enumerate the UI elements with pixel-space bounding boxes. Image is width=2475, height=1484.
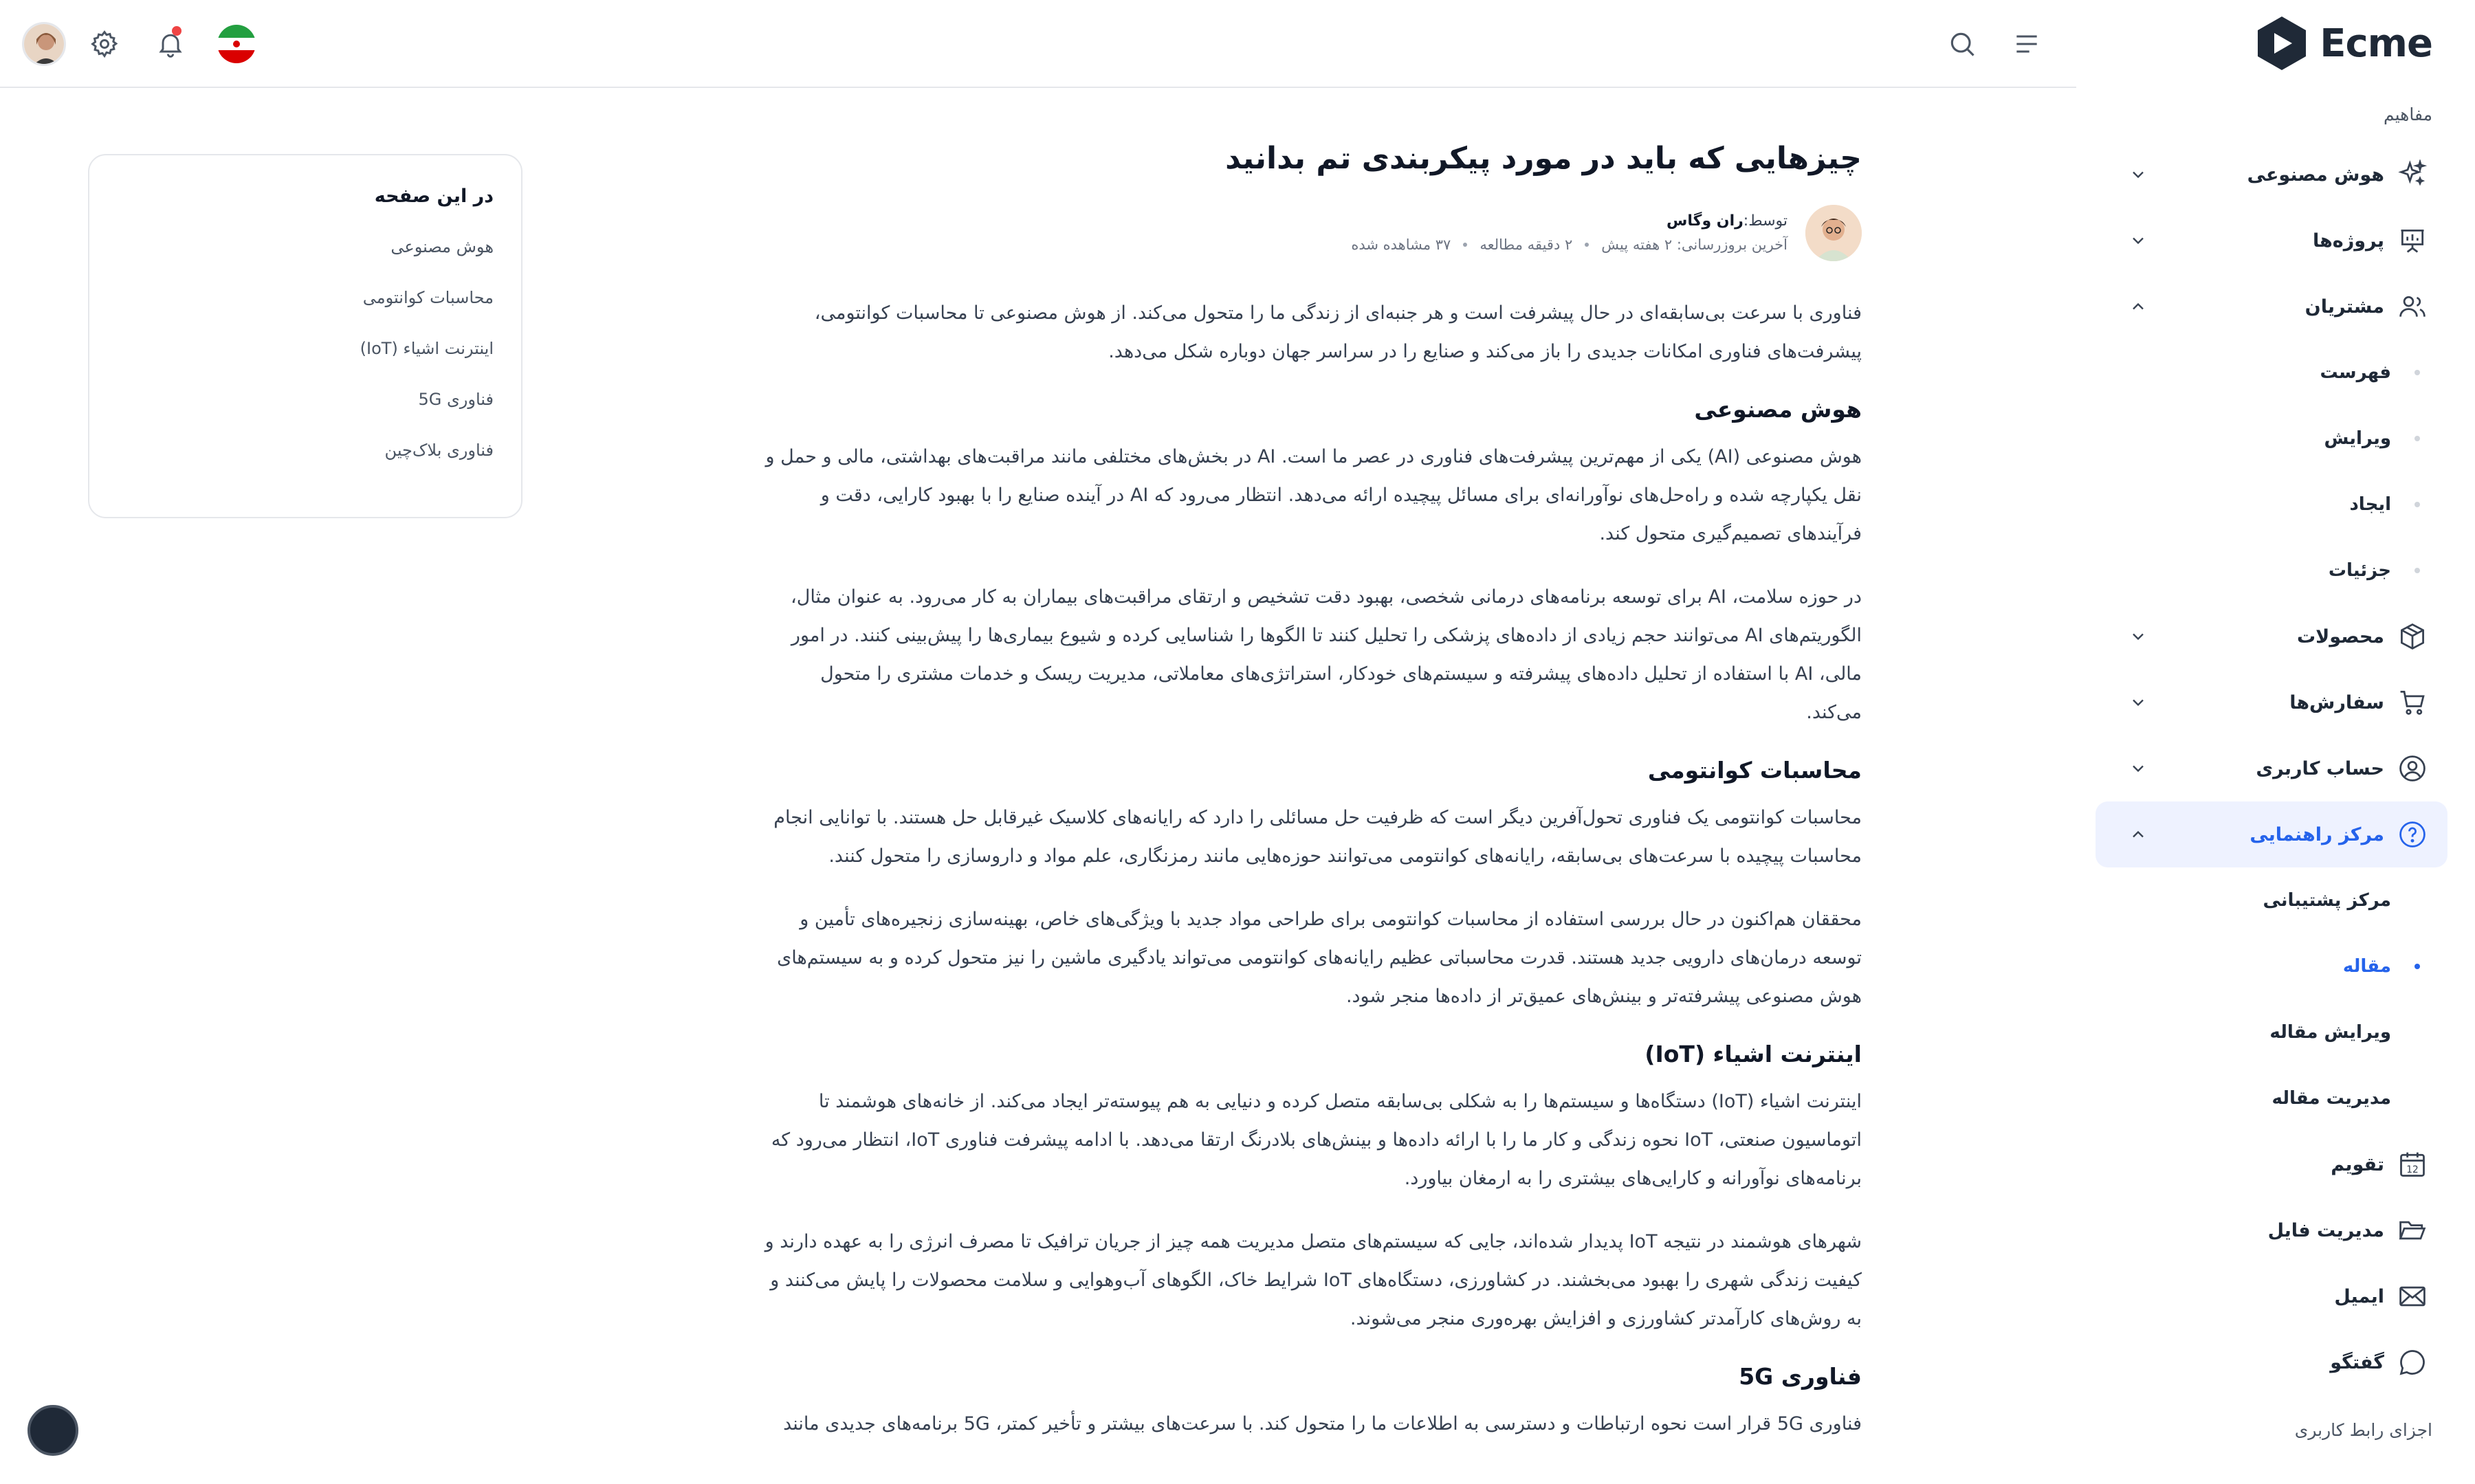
sidebar-item-label: مشتریان	[2304, 296, 2384, 318]
section-heading: محاسبات کوانتومی	[1647, 756, 1862, 784]
chevron-up-icon	[2128, 825, 2148, 844]
sidebar-subitem-label: مرکز پشتیبانی	[2263, 890, 2391, 911]
sidebar-subitem-label: ویرایش	[2324, 428, 2391, 449]
cart-icon	[2397, 687, 2428, 718]
sidebar-item-customers[interactable]	[2096, 274, 2448, 340]
toc-title: در این صفحه	[374, 186, 494, 207]
chat-icon	[2397, 1347, 2428, 1377]
sidebar-subitem-label: مقاله	[2342, 956, 2391, 977]
sidebar-item-products[interactable]	[2096, 603, 2448, 669]
sidebar-subitem-support-center[interactable]	[2096, 867, 2448, 933]
presentation-icon	[2397, 225, 2428, 256]
settings-button[interactable]	[84, 23, 125, 65]
sidebar-subitem-label: ایجاد	[2349, 494, 2391, 515]
mail-icon	[2397, 1281, 2428, 1311]
calendar-day: 12	[2406, 1164, 2419, 1175]
sidebar-item-label: سفارش‌ها	[2289, 691, 2384, 713]
top-header	[0, 0, 2078, 88]
user-circle-icon	[2397, 753, 2428, 784]
sidebar-item-label: ایمیل	[2334, 1285, 2384, 1307]
sidebar-item-label: هوش مصنوعی	[2247, 164, 2384, 186]
brand-logo[interactable]	[2255, 15, 2432, 71]
table-of-contents	[88, 154, 522, 518]
brand-name: Ecme	[2320, 21, 2432, 66]
section-heading: فناوری 5G	[1739, 1362, 1862, 1390]
toc-item[interactable]: محاسبات کوانتومی	[362, 288, 494, 307]
article	[763, 137, 1862, 1468]
users-icon	[2397, 291, 2428, 322]
author-row	[763, 205, 1862, 261]
sidebar-item-projects[interactable]	[2096, 208, 2448, 274]
article-intro: فناوری با سرعت بی‌سابقه‌ای در حال پیشرفت است و هر جنبه‌ای از زندگی ما را متحول می‌کند. از هوش مصنوعی تا محاسبات کوانتومی، پیشرفت‌های فناوری امکانات جدیدی را باز می‌کند و صنایع را در سراسر جهان دوباره شکل می‌دهد.	[814, 302, 1862, 362]
read-time: ۲ دقیقه مطالعه	[1480, 236, 1573, 254]
article-title: چیزهایی که باید در مورد پیکربندی تم بدانید	[1225, 141, 1862, 176]
chevron-down-icon	[2128, 693, 2148, 712]
sidebar-item-label: مرکز راهنمایی	[2250, 823, 2384, 845]
notification-badge	[172, 26, 182, 36]
sidebar-item-help-center[interactable]	[2096, 801, 2448, 867]
sidebar-item-chat[interactable]	[2096, 1329, 2448, 1395]
sparkle-icon	[2397, 159, 2428, 190]
last-updated: آخرین بروزرسانی: ۲ هفته پیش	[1601, 236, 1788, 254]
box-icon	[2397, 621, 2428, 652]
chevron-down-icon	[2128, 627, 2148, 646]
sidebar-item-calendar[interactable]	[2096, 1131, 2448, 1197]
sidebar-subitem-label: ویرایش مقاله	[2269, 1022, 2391, 1043]
bell-icon	[155, 29, 186, 59]
author-by-prefix: توسط:	[1743, 212, 1788, 230]
menu-icon	[2012, 29, 2042, 59]
menu-toggle-button[interactable]	[2006, 23, 2047, 65]
author-byline	[1351, 212, 1788, 230]
sidebar-subitem-edit[interactable]	[2096, 406, 2448, 472]
calendar-icon	[2397, 1149, 2428, 1180]
sidebar-item-label: محصولات	[2297, 625, 2384, 647]
section-paragraph: اینترنت اشیاء (IoT) دستگاه‌ها و سیستم‌ها را به شکلی بی‌سابقه متصل کرده و دنیایی به هم پیوسته‌تر ایجاد می‌کند. از خانه‌های هوشمند تا اتوماسیون صنعتی، IoT نحوه زندگی و کار ما را با ارائه داده‌ها و بینش‌های بلادرنگ ارتقا می‌دهد. با ادامه پیشرفت فناوری IoT، انتظار می‌رود که برنامه‌های نوآورانه و کارایی‌های بیشتری را به ارمغان بیاورد.	[771, 1090, 1862, 1189]
chevron-down-icon	[2128, 165, 2148, 184]
sidebar-subitem-label: مدیریت مقاله	[2272, 1088, 2391, 1109]
chevron-down-icon	[2128, 759, 2148, 778]
sidebar-subitem-article[interactable]	[2096, 933, 2448, 999]
sidebar-item-ai[interactable]	[2096, 142, 2448, 208]
logo-icon	[2255, 15, 2309, 71]
sidebar-item-orders[interactable]	[2096, 669, 2448, 735]
folder-icon	[2397, 1215, 2428, 1245]
help-icon	[2397, 819, 2428, 850]
section-paragraph: محاسبات کوانتومی یک فناوری تحول‌آفرین دیگر است که ظرفیت حل مسائلی را دارد که رایانه‌های کلاسیک غیرقابل حل هستند. با توانایی انجام محاسبات پیچیده با سرعت‌های بی‌سابقه، رایانه‌های کوانتومی می‌توانند حوزه‌هایی مانند رمزنگاری، علم مواد و داروسازی را متحول کنند.	[773, 806, 1862, 867]
sidebar-item-account[interactable]	[2096, 735, 2448, 801]
view-count: ۳۷ مشاهده شده	[1351, 236, 1451, 254]
sidebar-subitem-edit-article[interactable]	[2096, 999, 2448, 1065]
search-icon	[1947, 29, 1977, 59]
sidebar-item-file-manager[interactable]	[2096, 1197, 2448, 1263]
toc-item[interactable]: فناوری 5G	[418, 390, 494, 409]
section-title-ui-components: اجزای رابط کاربری	[2294, 1420, 2432, 1440]
section-paragraph: شهرهای هوشمند در نتیجه IoT پدیدار شده‌اند، جایی که سیستم‌های متصل مدیریت همه چیز از جریان ترافیک تا مصرف انرژی را به عهده دارند و کیفیت زندگی شهری را بهبود می‌بخشند. در کشاورزی، دستگاه‌های IoT شرایط خاک، الگوهای آب‌وهوایی و سلامت محصولات را پایش می‌کنند و به روش‌های کارآمدتر کشاورزی و افزایش بهره‌وری منجر می‌شوند.	[764, 1230, 1862, 1329]
section-paragraph: هوش مصنوعی (AI) یکی از مهم‌ترین پیشرفت‌های فناوری در عصر ما است. AI در بخش‌های مختلفی مانند مراقبت‌های بهداشتی، مالی و حمل و نقل یکپارچه شده و راه‌حل‌های نوآورانه‌ای برای مسائل پیچیده ارائه می‌دهد. انتظار می‌رود که AI در آینده صنایع را با بهبود کارایی، دقت و فرآیندهای تصمیم‌گیری متحول کند.	[765, 445, 1862, 544]
sidebar-item-label: پروژه‌ها	[2312, 230, 2384, 252]
sidebar-item-label: حساب کاربری	[2256, 757, 2384, 779]
gear-icon	[89, 29, 120, 59]
chevron-down-icon	[2128, 231, 2148, 250]
language-flag-iran[interactable]	[217, 25, 256, 63]
author-avatar	[1805, 205, 1862, 261]
section-heading: اینترنت اشیاء (IoT)	[1644, 1040, 1862, 1067]
sidebar-subitem-list[interactable]	[2096, 340, 2448, 406]
sidebar-item-label: مدیریت فایل	[2267, 1219, 2384, 1241]
toc-item[interactable]: هوش مصنوعی	[390, 237, 494, 256]
section-paragraph: محققان هم‌اکنون در حال بررسی استفاده از محاسبات کوانتومی برای طراحی مواد جدید با ویژگی‌های خاص، بهینه‌سازی زنجیره‌های تأمین و توسعه درمان‌های دارویی جدید هستند. قدرت محاسباتی عظیم رایانه‌های کوانتومی می‌تواند یادگیری ماشین را نیز متحول کرده و به سیستم‌های هوش مصنوعی پیشرفته‌تر و بینش‌های عمیق‌تر از داده‌ها منجر شود.	[777, 908, 1862, 1007]
article-meta	[1351, 236, 1788, 253]
sidebar-item-email[interactable]	[2096, 1263, 2448, 1329]
notifications-button[interactable]	[150, 23, 191, 65]
toc-item[interactable]: اینترنت اشیاء (IoT)	[360, 339, 494, 358]
section-title-concepts: مفاهیم	[2383, 104, 2432, 124]
section-paragraph: فناوری 5G قرار است نحوه ارتباطات و دسترسی به اطلاعات ما را متحول کند. با سرعت‌های بیشتر و تأخیر کمتر، 5G برنامه‌های جدیدی مانند	[783, 1413, 1862, 1435]
section-paragraph: در حوزه سلامت، AI برای توسعه برنامه‌های درمانی شخصی، بهبود دقت تشخیص و ارتقای مراقبت‌های بیماران به کار می‌رود. به عنوان مثال، الگوریتم‌های AI می‌توانند حجم زیادی از داده‌های پزشکی را تحلیل کنند تا الگوها را شناسایی کرده و شیوع بیماری‌ها را پیش‌بینی کنند. در امور مالی، AI با استفاده از تحلیل داده‌های پیشرفته و سیستم‌های خودکار، استراتژی‌های معاملاتی، مدیریت ریسک و خدمات مشتری را متحول می‌کند.	[791, 586, 1862, 723]
toc-item[interactable]: فناوری بلاک‌چین	[384, 441, 494, 460]
floating-action-button[interactable]	[28, 1405, 78, 1456]
sidebar-subitem-details[interactable]	[2096, 538, 2448, 603]
search-button[interactable]	[1942, 23, 1983, 65]
sidebar-subitem-manage-article[interactable]	[2096, 1065, 2448, 1131]
sidebar-item-label: تقویم	[2331, 1153, 2384, 1175]
sidebar-item-label: گفتگو	[2330, 1351, 2384, 1373]
author-name[interactable]: ران وگاس	[1666, 212, 1744, 230]
user-avatar[interactable]	[22, 22, 66, 66]
section-heading: هوش مصنوعی	[1694, 395, 1862, 423]
sidebar-subitem-label: جزئیات	[2328, 560, 2391, 581]
sidebar-subitem-create[interactable]	[2096, 472, 2448, 538]
chevron-up-icon	[2128, 297, 2148, 316]
sidebar-subitem-label: فهرست	[2320, 362, 2391, 383]
sidebar	[2076, 0, 2475, 1484]
